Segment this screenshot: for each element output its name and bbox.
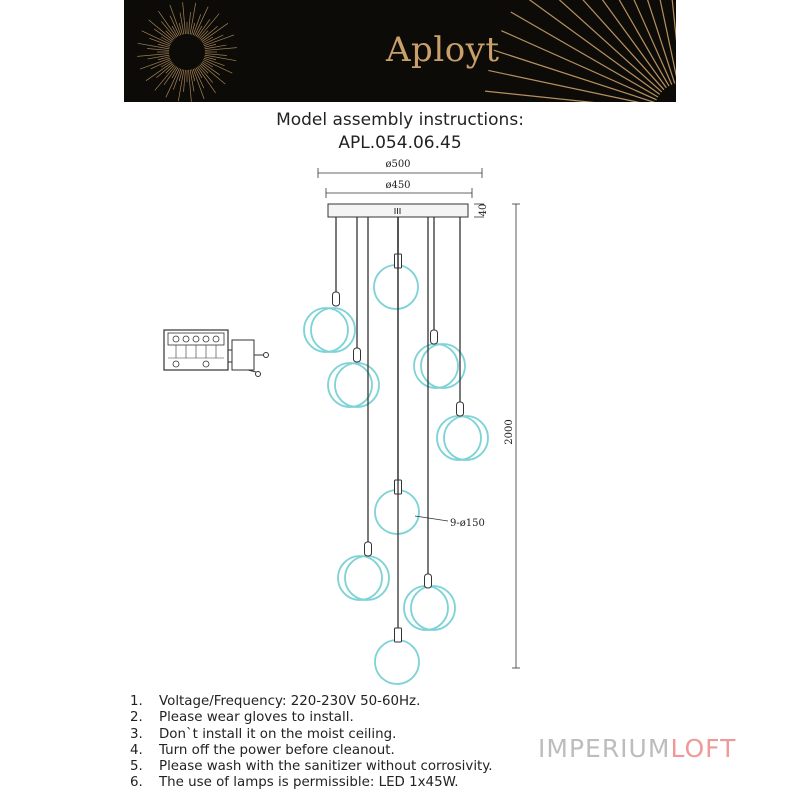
- glass-shade: [374, 265, 418, 309]
- dimension-canopy-inner: [326, 180, 472, 198]
- instruction-item: [130, 775, 493, 791]
- instruction-number: 1.: [130, 694, 143, 709]
- instruction-text: The use of lamps is permissible: LED 1x45W.: [159, 775, 459, 791]
- dim-label-outer: ø500: [385, 159, 411, 170]
- instruction-number: 4.: [130, 742, 143, 758]
- shade-callout: [415, 516, 485, 529]
- dim-label-canopy-height: 40: [478, 203, 489, 217]
- pendant-group: [304, 217, 488, 684]
- pendant-light: [437, 217, 488, 460]
- instruction-item: [130, 759, 493, 775]
- instruction-text: Voltage/Frequency: 220-230V 50-60Hz.: [159, 694, 421, 709]
- instruction-item: [130, 743, 493, 759]
- page-title: Model assembly instructions:: [276, 110, 524, 130]
- watermark-part1: IMPERIUM: [538, 734, 671, 763]
- pendant-light: [374, 217, 418, 309]
- lamp-holder: [354, 348, 361, 362]
- glass-shade: [375, 490, 419, 534]
- instruction-number: 2.: [130, 710, 143, 726]
- watermark: [538, 734, 736, 763]
- instruction-number: 5.: [130, 759, 143, 775]
- watermark-part2: LOFT: [670, 734, 737, 763]
- instruction-text: Please wear gloves to install.: [159, 710, 354, 726]
- callout-label: 9-ø150: [450, 518, 485, 529]
- model-number: APL.054.06.45: [338, 133, 462, 153]
- instruction-number: 3.: [130, 726, 143, 742]
- lamp-holder: [425, 574, 432, 588]
- instruction-text: Don`t install it on the moist ceiling.: [159, 726, 397, 742]
- instruction-number: 6.: [130, 775, 143, 791]
- instruction-list: [130, 694, 493, 792]
- instruction-item: [130, 727, 493, 743]
- instruction-text: Turn off the power before cleanout.: [159, 742, 395, 758]
- instruction-text: Please wash with the sanitizer without corrosivity.: [159, 759, 493, 775]
- pendant-light: [414, 217, 465, 388]
- ground-icon: [256, 372, 261, 377]
- instruction-item: [130, 710, 493, 726]
- lamp-holder: [431, 330, 438, 344]
- dimension-total-height: [504, 204, 520, 668]
- dimension-canopy-height: [474, 204, 489, 217]
- brand-name: Aployt: [386, 30, 500, 70]
- pendant-light: [304, 217, 355, 352]
- dim-label-total-height: 2000: [504, 419, 515, 445]
- pendant-light: [338, 217, 389, 600]
- dimension-canopy-outer: [318, 159, 482, 178]
- lamp-holder: [333, 292, 340, 306]
- wiring-terminal-icon: [164, 330, 269, 377]
- lamp-holder: [395, 628, 402, 642]
- dim-label-inner: ø450: [385, 180, 411, 191]
- pendant-light: [404, 217, 455, 630]
- glass-shade: [375, 640, 419, 684]
- lamp-holder: [457, 402, 464, 416]
- lamp-holder: [365, 542, 372, 556]
- instruction-item: [130, 694, 493, 710]
